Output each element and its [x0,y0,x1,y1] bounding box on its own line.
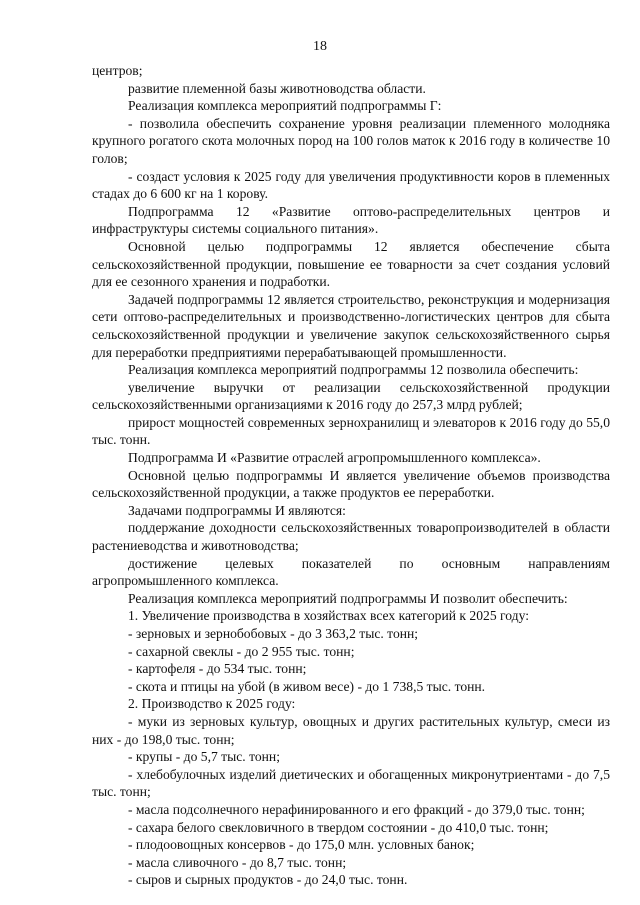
list-item: - сахарной свеклы - до 2 955 тыс. тонн; [128,643,355,659]
paragraph: Реализация комплекса мероприятий подпрограммы 12 позволила обеспечить: [128,362,579,378]
document-body [92,62,610,889]
list-item: - крупы - до 5,7 тыс. тонн; [128,749,280,765]
paragraph: Подпрограмма 12 «Развитие оптово-распределительных центров и инфраструктуры системы социального питания». [92,203,610,237]
list-item: - муки из зерновых культур, овощных и других растительных культур, смеси из них - до 198,0 тыс. тонн; [92,713,610,747]
paragraph: 2. Производство к 2025 году: [128,696,296,712]
paragraph: Подпрограмма И «Развитие отраслей агропромышленного комплекса». [128,450,541,466]
paragraph: - создаст условия к 2025 году для увеличения продуктивности коров в племенных стадах до 6 600 кг на 1 корову. [92,168,610,202]
paragraph: достижение целевых показателей по основным направлениям агропромышленного комплекса. [92,555,610,589]
paragraph: Задачами подпрограммы И являются: [128,502,346,518]
page-number: 18 [313,39,327,54]
paragraph: Реализация комплекса мероприятий подпрограммы И позволит обеспечить: [128,590,568,606]
paragraph: Основной целью подпрограммы И является увеличение объемов производства сельскохозяйственной продукции, а также продуктов ее переработки. [92,467,610,501]
list-item: - сахара белого свекловичного в твердом состоянии - до 410,0 тыс. тонн; [128,819,549,835]
list-item: - сыров и сырных продуктов - до 24,0 тыс. тонн. [128,872,408,888]
paragraph: развитие племенной базы животноводства области. [128,80,426,96]
paragraph: поддержание доходности сельскохозяйственных товаропроизводителей в области растениеводства и животноводства; [92,520,610,554]
paragraph: Основной целью подпрограммы 12 является обеспечение сбыта сельскохозяйственной продукции, повышение ее товарности за счет создания условий для ее сезонного хранения и подработки. [92,238,610,290]
paragraph: увеличение выручки от реализации сельскохозяйственной продукции сельскохозяйственными организациями к 2016 году до 257,3 млрд рублей; [92,379,610,413]
list-item: - картофеля - до 534 тыс. тонн; [128,661,307,677]
list-item: - зерновых и зернобобовых - до 3 363,2 тыс. тонн; [128,626,419,641]
paragraph: 1. Увеличение производства в хозяйствах всех категорий к 2025 году: [128,608,529,624]
list-item: - масла сливочного - до 8,7 тыс. тонн; [128,854,347,870]
list-item: - масла подсолнечного нерафинированного и его фракций - до 379,0 тыс. тонн; [128,801,585,817]
paragraph: центров; [92,63,143,78]
list-item: - скота и птицы на убой (в живом весе) - до 1 738,5 тыс. тонн. [128,678,486,694]
list-item: - плодоовощных консервов - до 175,0 млн. условных банок; [128,837,475,853]
paragraph: прирост мощностей современных зернохранилищ и элеваторов к 2016 году до 55,0 тыс. тонн. [92,414,610,448]
paragraph: Задачей подпрограммы 12 является строительство, реконструкция и модернизация сети оптово-распределительных и производственно-логистических центров для сбыта сельскохозяйственной продукции и увеличение закупок сельскохозяйственного сырья для переработки предприятиями перерабатывающей промышленности. [92,291,610,360]
paragraph: Реализация комплекса мероприятий подпрограммы Г: [128,98,442,114]
paragraph: - позволила обеспечить сохранение уровня реализации племенного молодняка крупного рогатого скота молочных пород на 100 голов маток к 2016 году в количестве 10 голов; [92,115,610,166]
list-item: - хлебобулочных изделий диетических и обогащенных микронутриентами - до 7,5 тыс. тонн; [92,766,610,800]
